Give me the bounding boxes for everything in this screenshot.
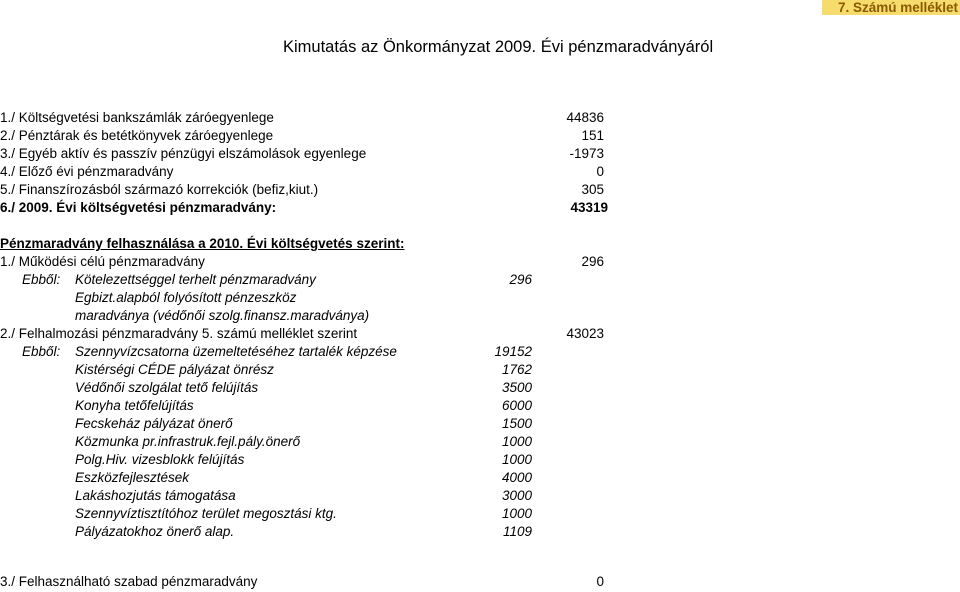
balance-row-5-label: 5./ Finanszírozásból származó korrekciók (befiz,kiut.) [0,182,319,197]
balance-row-4-value: 0 [596,164,604,179]
balance-row-1-label: 1./ Költségvetési bankszámlák záróegyenlege [0,110,274,125]
document-title: Kimutatás az Önkormányzat 2009. Évi pénzmaradványáról [283,38,714,56]
capital-item-5-label: Fecskeház pályázat önerő [75,416,233,431]
capital-item-7-label: Polg.Hiv. vizesblokk felújítás [75,452,245,467]
capital-item-3-value: 3500 [501,380,532,395]
operating-sub-prefix: Ebből: [22,272,61,287]
capital-item-9-value: 3000 [501,488,532,503]
balance-row-4-label: 4./ Előző évi pénzmaradvány [0,164,174,179]
balance-row-5-value: 305 [581,182,604,197]
capital-item-4-value: 6000 [501,398,532,413]
operating-sub-value: 296 [509,272,532,287]
capital-item-1-label: Szennyvízcsatorna üzemeltetéséhez tartalék képzése [75,344,397,359]
capital-item-5-value: 1500 [501,416,532,431]
capital-item-2-label: Kistérségi CÉDE pályázat önrész [75,362,274,377]
free-row-value: 0 [596,574,604,589]
capital-item-7-value: 1000 [501,452,532,467]
balance-row-2-value: 151 [581,128,604,143]
operating-note-line1: Egbizt.alapból folyósított pénzeszköz [75,290,297,305]
operating-label: 1./ Működési célú pénzmaradvány [0,254,205,269]
capital-item-9-label: Lakáshozjutás támogatása [75,488,236,503]
capital-item-1-value: 19152 [494,344,532,359]
balance-row-1-value: 44836 [566,110,604,125]
usage-heading: Pénzmaradvány felhasználása a 2010. Évi költségvetés szerint: [0,236,405,251]
balance-row-3-value: -1973 [569,146,604,161]
total-row-label: 6./ 2009. Évi költségvetési pénzmaradvány: [0,200,277,215]
balance-row-3-label: 3./ Egyéb aktív és passzív pénzügyi elszámolások egyenlege [0,146,367,161]
capital-item-8-label: Eszközfejlesztések [75,470,190,485]
free-row-label: 3./ Felhasználható szabad pénzmaradvány [0,574,258,589]
capital-sub-prefix: Ebből: [22,344,61,359]
capital-item-11-label: Pályázatokhoz önerő alap. [75,524,235,539]
capital-item-6-label: Közmunka pr.infrastruk.fejl.pály.önerő [75,434,301,449]
capital-label: 2./ Felhalmozási pénzmaradvány 5. számú melléklet szerint [0,326,358,341]
balance-row-2-label: 2./ Pénztárak és betétkönyvek záróegyenlege [0,128,274,143]
capital-item-4-label: Konyha tetőfelújítás [75,398,194,413]
capital-item-6-value: 1000 [501,434,532,449]
capital-item-3-label: Védőnői szolgálat tető felújítás [75,380,259,395]
capital-item-11-value: 1109 [502,524,532,539]
capital-item-8-value: 4000 [501,470,532,485]
capital-item-10-value: 1000 [501,506,532,521]
capital-item-2-value: 1762 [501,362,532,377]
annex-label: 7. Számú melléklet [822,0,960,15]
total-row-value: 43319 [570,200,608,215]
operating-note-line2: maradványa (védőnői szolg.finansz.maradványa) [75,308,370,323]
operating-sub-label: Kötelezettséggel terhelt pénzmaradvány [75,272,316,287]
capital-item-10-label: Szennyvíztisztítóhoz terület megosztási ktg. [75,506,337,521]
operating-value: 296 [581,254,604,269]
capital-value: 43023 [566,326,604,341]
